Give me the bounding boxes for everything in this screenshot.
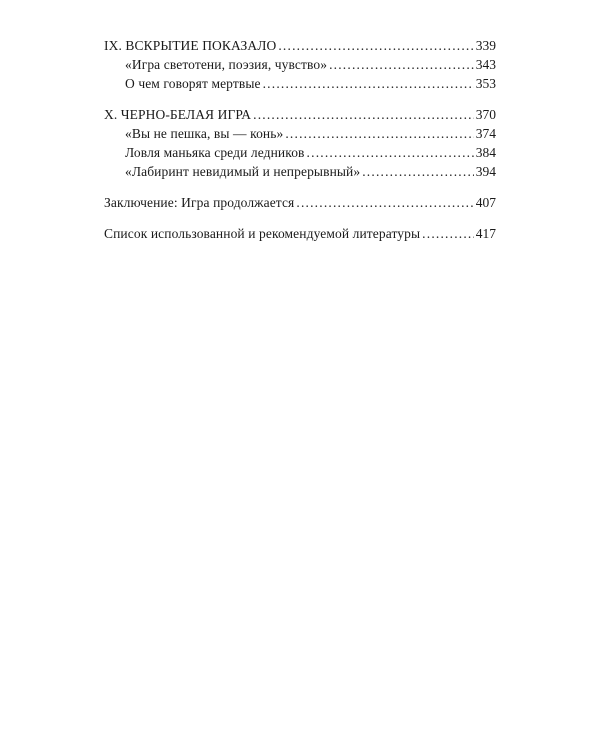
dot-leader bbox=[329, 55, 474, 74]
dot-leader bbox=[296, 193, 473, 212]
dot-leader bbox=[285, 124, 473, 143]
section-title: Ловля маньяка среди ледников bbox=[125, 145, 305, 160]
page-number: 370 bbox=[475, 107, 496, 122]
section-title: О чем говорят мертвые bbox=[125, 76, 261, 91]
dot-leader bbox=[278, 36, 473, 55]
toc-section bbox=[104, 74, 496, 93]
bibliography-title: Список использованной и рекомендуемой литературы bbox=[104, 226, 421, 241]
dot-leader bbox=[263, 74, 474, 93]
dot-leader bbox=[253, 105, 474, 124]
dot-leader bbox=[362, 162, 474, 181]
section-title: «Лабиринт невидимый и непрерывный» bbox=[125, 164, 361, 179]
page-number: 343 bbox=[475, 57, 496, 72]
page-number: 417 bbox=[475, 226, 496, 241]
page-number: 407 bbox=[475, 195, 496, 210]
toc-chapter-10 bbox=[104, 105, 496, 124]
dot-leader bbox=[422, 224, 474, 243]
dot-leader bbox=[307, 143, 474, 162]
chapter-title: X. ЧЕРНО-БЕЛАЯ ИГРА bbox=[104, 107, 252, 122]
toc-chapter-9 bbox=[104, 36, 496, 55]
toc-conclusion bbox=[104, 193, 496, 212]
section-title: «Игра светотени, поэзия, чувство» bbox=[125, 57, 328, 72]
toc-section bbox=[104, 162, 496, 181]
page-number: 384 bbox=[475, 145, 496, 160]
toc-section bbox=[104, 124, 496, 143]
toc-section bbox=[104, 55, 496, 74]
chapter-title: IX. ВСКРЫТИЕ ПОКАЗАЛО bbox=[104, 38, 277, 53]
page-number: 394 bbox=[475, 164, 496, 179]
table-of-contents bbox=[104, 36, 496, 243]
section-title: «Вы не пешка, вы — конь» bbox=[125, 126, 284, 141]
page-number: 339 bbox=[475, 38, 496, 53]
toc-section bbox=[104, 143, 496, 162]
toc-bibliography bbox=[104, 224, 496, 243]
conclusion-title: Заключение: Игра продолжается bbox=[104, 195, 295, 210]
page-number: 374 bbox=[475, 126, 496, 141]
page-number: 353 bbox=[475, 76, 496, 91]
